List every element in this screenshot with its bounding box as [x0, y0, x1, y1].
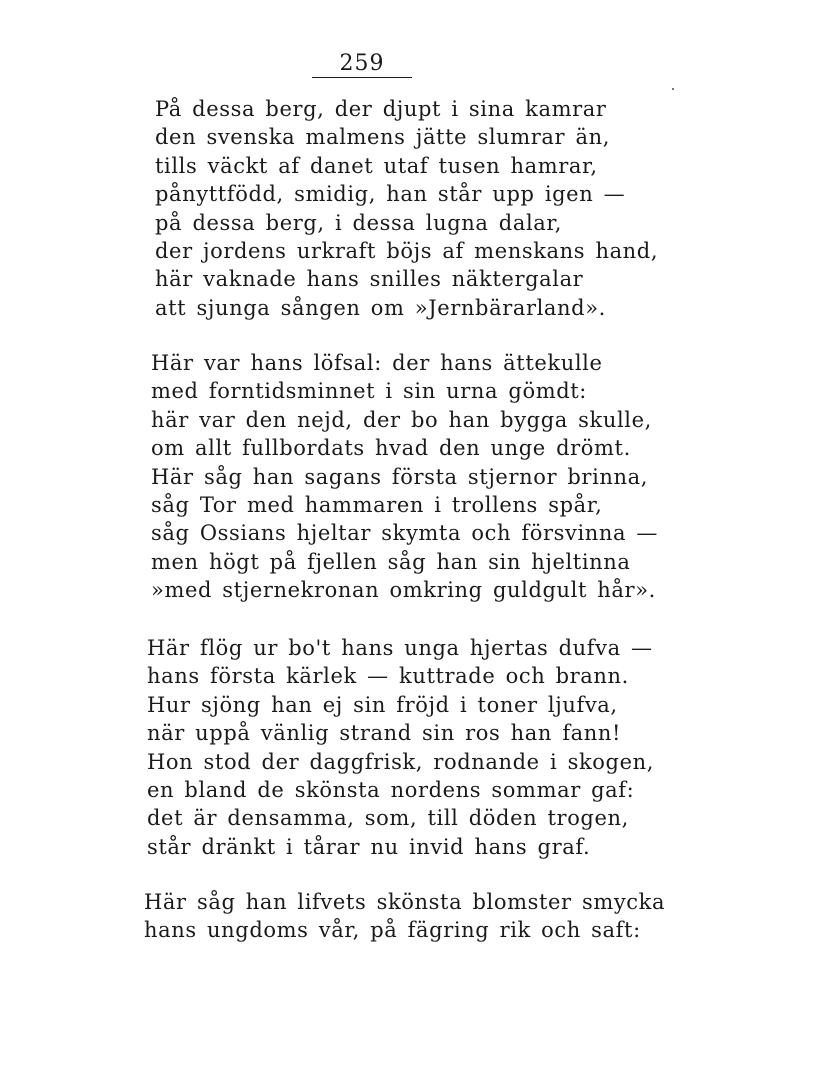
verse-line: på dessa berg, i dessa lugna dalar,	[155, 210, 562, 235]
stanza-3	[147, 634, 707, 861]
page-number-rule	[312, 77, 412, 78]
verse-line: här vaknade hans snilles näktergalar	[155, 267, 584, 292]
verse-line: hans ungdoms vår, på fägring rik och saft:	[144, 918, 641, 943]
verse-line: Här var hans löfsal: der hans ättekulle	[151, 351, 603, 375]
verse-line: Här såg han sagans första stjernor brinna,	[151, 464, 649, 489]
print-speck	[672, 88, 674, 90]
verse-line: tills väckt af danet utaf tusen hamrar,	[155, 153, 598, 178]
verse-line: när uppå vänlig strand sin ros han fann!	[147, 721, 622, 746]
page-number: 259	[339, 51, 385, 76]
verse-line: Här såg han lifvets skönsta blomster smycka	[144, 890, 666, 914]
stanza-2	[151, 349, 711, 605]
verse-line: den svenska malmens jätte slumrar än,	[155, 125, 610, 150]
verse-line: såg Ossians hjeltar skymta och försvinna —	[151, 521, 659, 546]
verse-line: men högt på fjellen såg han sin hjeltinna	[151, 549, 631, 574]
stanza-4	[144, 888, 704, 945]
verse-line: med forntidsminnet i sin urna gömdt:	[151, 379, 587, 404]
verse-line: såg Tor med hammaren i trollens spår,	[151, 492, 603, 517]
verse-line: Hur sjöng han ej sin fröjd i toner ljufva,	[147, 692, 618, 717]
verse-line: det är densamma, som, till döden trogen,	[147, 806, 629, 831]
verse-line: hans första kärlek — kuttrade och brann.	[147, 664, 629, 689]
verse-line: »med stjernekronan omkring guldgult hår».	[151, 578, 656, 603]
verse-line: en bland de skönsta nordens sommar gaf:	[147, 777, 635, 802]
verse-line: Hon stod der daggfrisk, rodnande i skogen,	[147, 749, 654, 774]
verse-line: Här flög ur bo't hans unga hjertas dufva —	[147, 636, 653, 660]
verse-line: att sjunga sången om »Jernbärarland».	[155, 295, 606, 320]
verse-line: står dränkt i tårar nu invid hans graf.	[147, 834, 591, 859]
verse-line: pånyttfödd, smidig, han står upp igen —	[155, 182, 626, 207]
verse-line: der jordens urkraft böjs af menskans hand,	[155, 238, 659, 263]
verse-line: om allt fullbordats hvad den unge drömt.	[151, 436, 631, 461]
stanza-1	[155, 95, 715, 322]
verse-line: här var den nejd, der bo han bygga skulle,	[151, 407, 652, 432]
verse-line: På dessa berg, der djupt i sina kamrar	[155, 97, 607, 121]
